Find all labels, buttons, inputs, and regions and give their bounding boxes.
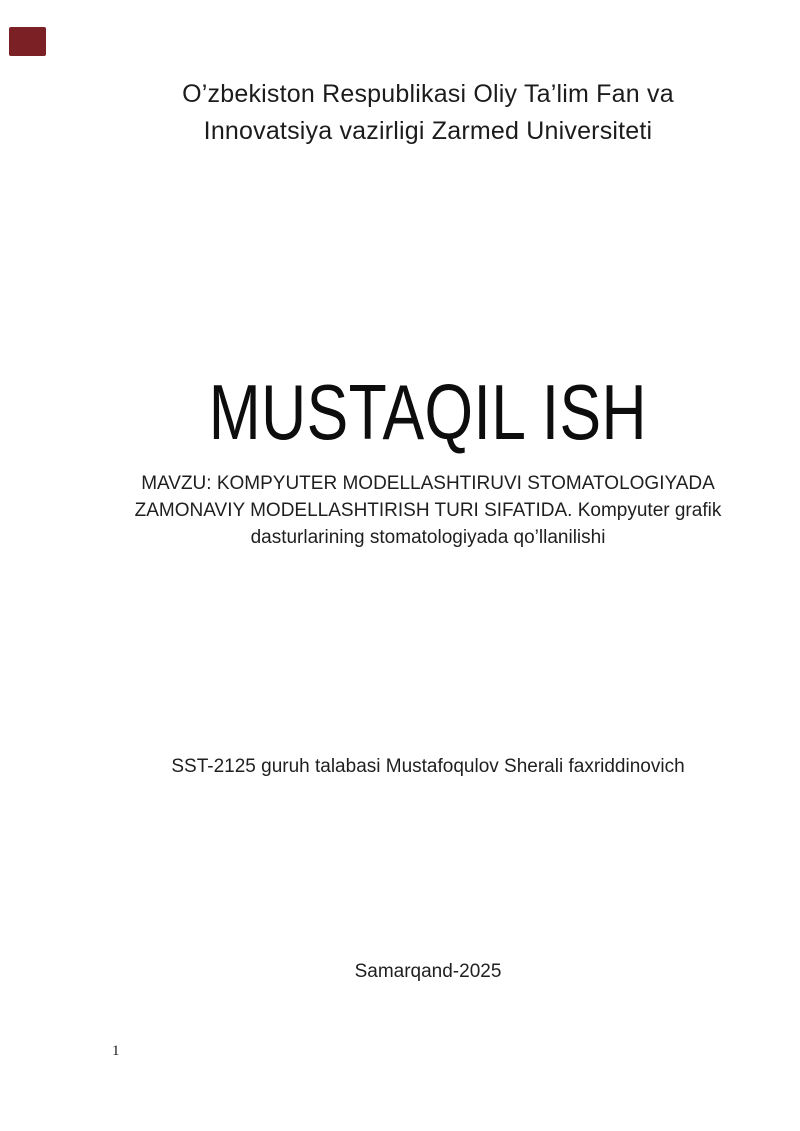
header-line-2: Innovatsiya vazirligi Zarmed Universiteti — [203, 117, 653, 145]
bookmark-marker — [9, 27, 46, 56]
topic-line-3: dasturlarining stomatologiyada qo’llanilishi — [250, 527, 606, 548]
topic-block — [56, 470, 800, 551]
page-title: MUSTAQIL ISH — [208, 368, 648, 456]
topic-line-1: MAVZU: KOMPYUTER MODELLASHTIRUVI STOMATOLOGIYADA — [141, 473, 715, 494]
topic-line-2: ZAMONAVIY MODELLASHTIRISH TURI SIFATIDA. Kompyuter grafik — [134, 500, 722, 521]
author-line: SST-2125 guruh talabasi Mustafoqulov Sherali faxriddinovich — [171, 756, 685, 777]
header-line-1: O’zbekiston Respublikasi Oliy Ta’lim Fan va — [182, 80, 674, 108]
page-number: 1 — [112, 1043, 120, 1059]
university-header — [56, 76, 800, 150]
place-year-line: Samarqand-2025 — [354, 961, 502, 982]
main-title-block — [56, 368, 800, 475]
